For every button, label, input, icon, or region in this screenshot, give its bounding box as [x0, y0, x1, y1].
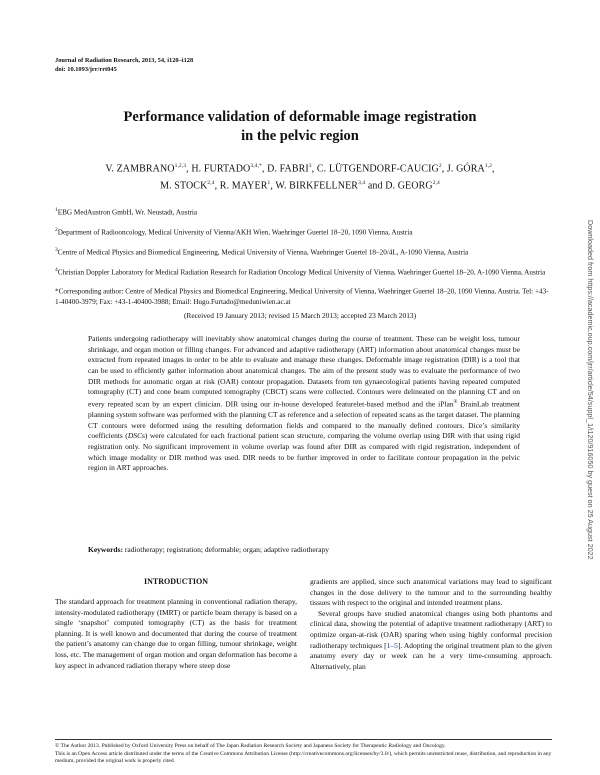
author-affiliation-sup: 3,4,* [250, 163, 262, 169]
author-name: C. LÜTGENDORF-CAUCIG [316, 163, 439, 175]
section-heading-introduction: INTRODUCTION [143, 577, 208, 586]
author-affiliation-sup: 1 [267, 180, 271, 187]
author-name: M. STOCK [160, 180, 208, 192]
author-name: W. BIRKFELLNER [275, 180, 359, 192]
title-line-2: in the pelvic region [241, 128, 359, 144]
affiliation-text: Christian Doppler Laboratory for Medical Radiation Research for Radiation Oncology Medical University of Vienna, Waehringer Guertel 18–20, A-1090 Vienna, Austria [57, 267, 546, 276]
journal-header [55, 56, 193, 74]
author-name: J. GÓRA [446, 163, 485, 175]
abstract [88, 334, 520, 474]
keywords [88, 545, 520, 554]
author-affiliation-sup: 3,4 [358, 180, 366, 187]
footer-divider [55, 739, 552, 740]
abstract-italic: DSC [127, 431, 142, 441]
affiliation [55, 265, 550, 278]
abstract-text: Patients undergoing radiotherapy will inevitably show anatomical changes during the course of treatment. These can be weight loss, tumour shrinkage, and organ motion or filling changes. For advanced and adaptive radiotherapy (ART) information about anatomical changes must be extracted from repeated images in order to be able to evaluate and manage these changes. Deformable image registration (DIR) is a tool that can be used to efficiently gather information about anatomical changes. The aim of the present study was to evaluate the performance of two DIR methods for automatic organ at risk (OAR) contour propagation. Datasets from ten gynaecological patients having repeated computed tomography (CT) and cone beam computed tomography (CBCT) scans were collected. Contours were delineated on the planning CT and on every repeated scan by an expert clinician. DIR using our in-house developed featurelet-based method and the iPlan [88, 334, 520, 409]
affiliation-text: Centre of Medical Physics and Biomedical Engineering, Medical University of Vienna, Waehringer Guertel 18–20/4L, A-1090 Vienna, Austria [57, 248, 469, 257]
intro-paragraph [310, 609, 552, 673]
affiliation [55, 205, 550, 218]
affiliation-sup: 2 [55, 226, 58, 233]
intro-paragraph: gradients are applied, since such anatomical variations may lead to significant changes in the dose delivery to the tumour and to the surrounding healthy tissues with respect to the original and intended treatment plans. [310, 577, 552, 608]
copyright-line: © The Author 2013. Published by Oxford University Press on behalf of The Japan Radiation Research Society and Japanese Society for Therapeutic Radiology and Oncology. [55, 743, 446, 749]
author-line-2: M. STOCK$^{2,4}$, R. MAYER$^1$, W. BIRKFELLNER$^{3,4}$ and D. GEORG$^{2,4}$ [160, 180, 440, 192]
column-right [310, 577, 552, 672]
keywords-text: radiotherapy; registration; deformable; organ; adaptive radiotherapy [123, 545, 330, 554]
author-affiliation-sup: 1,2,3 [174, 163, 187, 169]
author-affiliation-sup: 2 [438, 163, 442, 169]
corresponding-author [55, 284, 550, 307]
author-affiliation-sup: 2,4 [432, 180, 440, 187]
paper-title [0, 108, 600, 146]
affiliation [55, 225, 550, 238]
journal-doi: doi: 10.1093/jrr/rrt045 [55, 66, 117, 73]
registered-mark: ® [453, 399, 458, 405]
received-dates: (Received 19 January 2013; revised 15 March 2013; accepted 23 March 2013) [183, 311, 417, 320]
author-affiliation-sup: 3 [308, 163, 312, 169]
affiliation [55, 245, 550, 258]
intro-text: ]. Adopting the original treatment plan to the given anatomy every day or week can be a very time-consuming approach. Alternatively, plan [310, 640, 552, 671]
affiliation-text: EBG MedAustron GmbH, Wr. Neustadt, Austria [57, 208, 198, 217]
author-name: D. GEORG [385, 180, 433, 192]
author-conjunction: and [367, 180, 383, 192]
journal-citation: Journal of Radiation Research, 2013, 54, i120–i128 [55, 57, 194, 64]
download-watermark [586, 220, 596, 630]
affiliation-text: Department of Radiooncology, Medical University of Vienna/AKH Wien, Waehringer Guertel 18–20, 1090 Vienna, Austria [57, 228, 413, 237]
affiliation-sup: 3 [55, 246, 58, 253]
affiliation-sup: 1 [55, 207, 58, 214]
author-list [60, 159, 540, 194]
citation-link[interactable]: 1–5 [386, 640, 398, 650]
author-name: V. ZAMBRANO [105, 163, 175, 175]
affiliations [55, 198, 550, 314]
intro-paragraph: The standard approach for treatment planning in conventional radiation therapy, intensity-modulated radiotherapy (IMRT) or particle beam therapy is based on a single ‘snapshot’ computed tomography (CT) as the basis for treatment planning. It is well known and documented that during the course of treatment the patient’s anatomy can change due to organ filling, tumour shrinkage, weight loss, etc. The management of organ motion and organ deformation has become a key aspect in advanced radiation therapy where steep dose [55, 597, 298, 670]
title-line-1: Performance validation of deformable image registration [123, 109, 477, 125]
author-affiliation-sup: 1,2 [484, 163, 493, 169]
download-note: Downloaded from https://academic.oup.com/jrr/article/54/suppl_1/i120/916050 by guest on 25 August 2022 [586, 220, 595, 560]
author-name: R. MAYER [219, 180, 268, 192]
author-name: D. FABRI [267, 163, 309, 175]
affiliation-sup: 4 [55, 266, 58, 273]
author-line-1: V. ZAMBRANO$^{1,2,3}$, H. $FURTADO^{3,4,*}$, D. FABRI$^3$, C. LÜTGENDORF-CAUCIG$^2$, J. GÓRA$^{1,2}$, [105, 163, 495, 175]
abstract-text: BrainLab treatment planning system software was performed with the planning CT as reference and a selection of repeated scans as the target dataset. The planning CT contours were deformed using the resulting deformation fields and compared to the manually defined contours. Dice’s similarity coefficients ( [88, 399, 520, 441]
keywords-label: Keywords: [88, 545, 123, 554]
intro-text: Several groups have studied anatomical changes using both phantoms and clinical data, showing the potential of adaptive treatment radiotherapy (ART) to optimize organ-at-risk (OAR) sparing when using highly conformal precision radiotherapy techniques [ [310, 608, 552, 650]
column-left [55, 597, 297, 671]
affiliation-text: *Corresponding author: Centre of Medical Physics and Biomedical Engineering, Medical University of Vienna, Waehringer Guertel 18–20, 1090 Vienna, Austria. Tel: +43-1-40400-3979; Fax: +43-1-40400-3988; Email: Hugo.Furtado@meduniwien.ac.at [55, 287, 549, 306]
author-name: H. FURTADO [191, 163, 251, 175]
abstract-text: s) were calculated for each fractional patient scan structure, comparing the volume overlap using DIR with that using rigid registration only. No significant improvement in volume overlap was found after DIR as compared with rigid registration, independent of which image modality or DIR method was used. DIR needs to be further improved in order to facilitate contour propagation in the pelvic region in ART approaches. [88, 431, 521, 473]
author-affiliation-sup: 2,4 [207, 180, 215, 187]
license-line: This is an Open Access article distributed under the terms of the Creative Commons Attribution License (http://creativecommons.org/licenses/by/3.0/), which permits unrestricted reuse, distribution, and reproduction in any medium, provided the original work is properly cited. [55, 750, 552, 765]
copyright-footer [55, 743, 552, 766]
